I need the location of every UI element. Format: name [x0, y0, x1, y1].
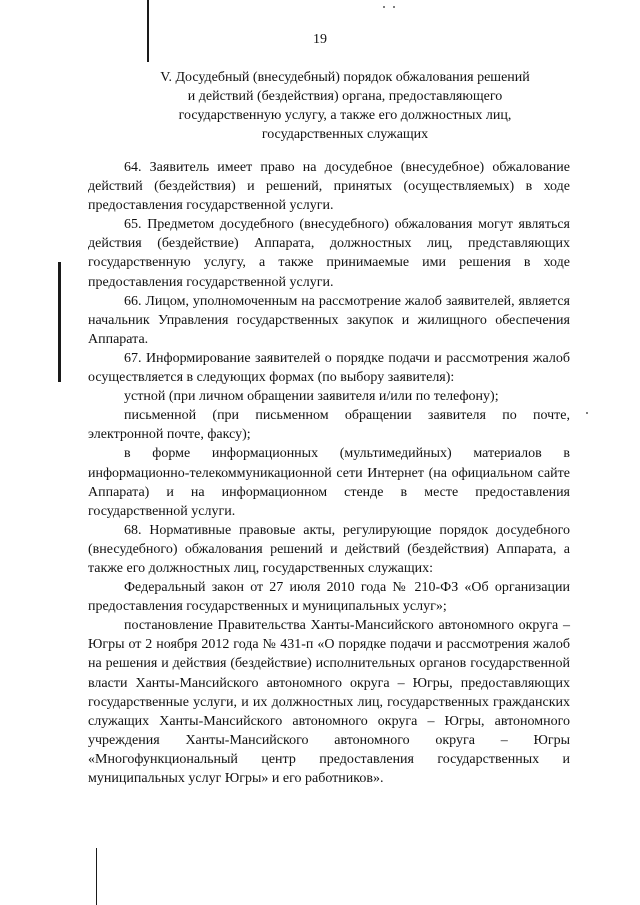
paragraph-government-resolution: постановление Правительства Ханты-Мансийского автономного округа – Югры от 2 ноября 2012 года № 431-п «О порядке подачи и рассмотрения жалоб на решения и действия (бездействие) исполнительных органов государственной власти Ханты-Мансийского автономного округа – Югры, предоставляющих государственные услуги, и их должностных лиц, государственных гражданских служащих Ханты-Мансийского автономного округа – Югры, автономного учреждения Ханты-Мансийского автономного округа – Югры «Многофункциональный центр предоставления государственных и муниципальных услуг Югры» и его работников». — [88, 618, 570, 786]
paragraph-68: 68. Нормативные правовые акты, регулирующие порядок досудебного (внесудебного) обжалования решений и действий (бездействия) Аппарата, а также его должностных лиц, государственных служащих: — [88, 522, 570, 576]
scan-artifact-line — [147, 0, 149, 62]
section-title-line: государственную услугу, а также его должностных лиц, — [178, 108, 512, 123]
page-number: 19 — [313, 32, 327, 47]
paragraph-written-form: письменной (при письменном обращении заявителя по почте, электронной почте, факсу); — [88, 408, 570, 443]
paragraph-65: 65. Предметом досудебного (внесудебного) обжалования могут являться действия (бездействие) Аппарата, должностных лиц, представляющих государственную услугу, а также принимаемые ими решения в ходе предоставления государственной услуги. — [88, 217, 570, 290]
paragraph-federal-law: Федеральный закон от 27 июля 2010 года № 210-ФЗ «Об организации предоставления государственных и муниципальных услуг»; — [88, 580, 570, 615]
scan-artifact-line — [96, 848, 97, 905]
paragraph-multimedia-form: в форме информационных (мультимедийных) материалов в информационно-телекоммуникационной сети Интернет (на официальном сайте Аппарата) и на информационном стенде в месте предоставления государственной услуги. — [88, 446, 570, 519]
document-body — [88, 158, 570, 788]
section-title-line: и действий (бездействия) органа, предоставляющего — [187, 89, 503, 104]
paragraph-66: 66. Лицом, уполномоченным на рассмотрение жалоб заявителей, является начальник Управления государственных закупок и жилищного обеспечения Аппарата. — [88, 293, 570, 347]
paragraph-64: 64. Заявитель имеет право на досудебное (внесудебное) обжалование действий (бездействия) и решений, принятых (осуществляемых) в ходе предоставления государственной услуги. — [88, 160, 570, 214]
paragraph-oral-form: устной (при личном обращении заявителя и/или по телефону); — [124, 389, 499, 405]
scan-artifact-dot — [586, 412, 588, 414]
scan-artifact-dot — [393, 6, 395, 8]
scan-artifact-line — [58, 262, 61, 382]
paragraph-67: 67. Информирование заявителей о порядке подачи и рассмотрения жалоб осуществляется в следующих формах (по выбору заявителя): — [88, 350, 570, 386]
scan-artifact-dot — [383, 6, 385, 8]
section-title-line: V. Досудебный (внесудебный) порядок обжалования решений — [160, 70, 530, 85]
section-title — [110, 68, 580, 144]
section-title-line: государственных служащих — [261, 127, 429, 142]
